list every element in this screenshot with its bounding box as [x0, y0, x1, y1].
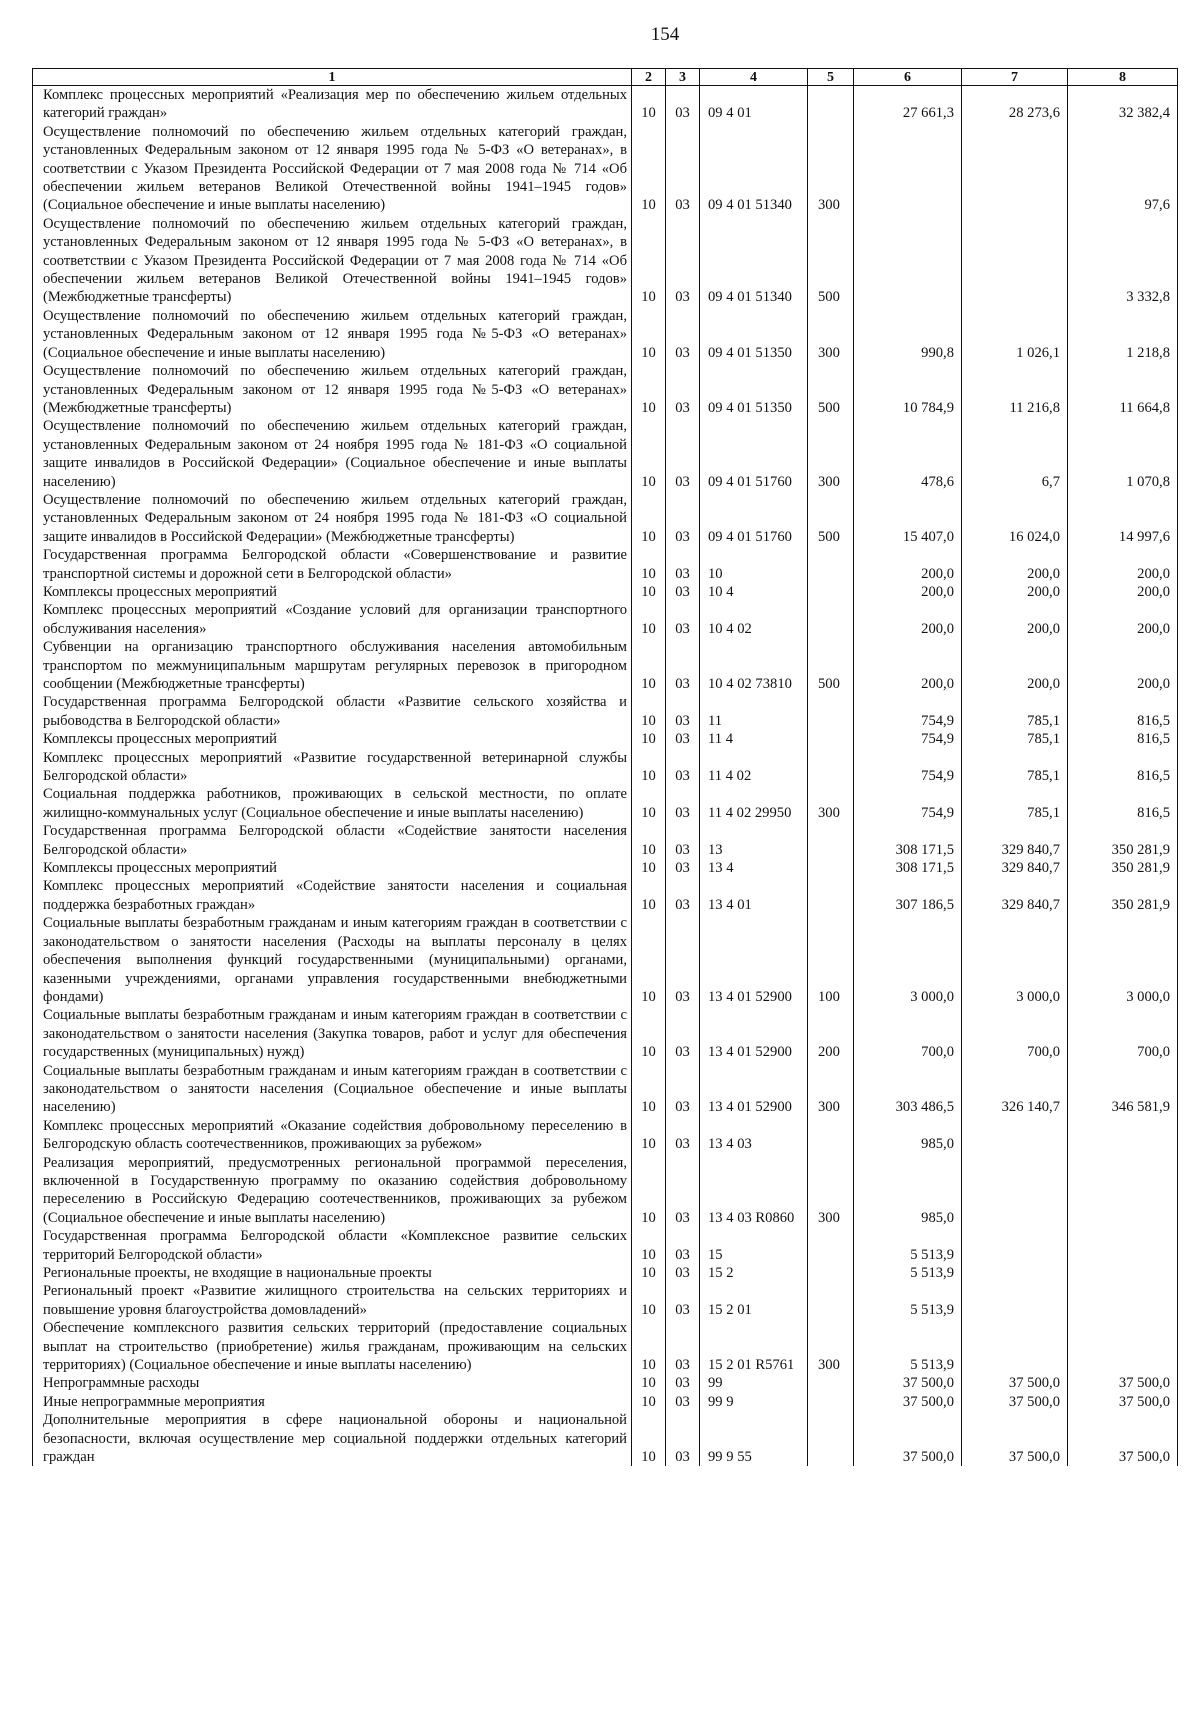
section-code-cell: 10: [632, 215, 666, 307]
amount-cell-7: 329 840,7: [962, 859, 1068, 877]
target-article-cell: 13 4 01 52900: [700, 914, 808, 1006]
amount-cell-8: 1 218,8: [1068, 307, 1178, 362]
amount-cell-6: 200,0: [854, 638, 962, 693]
amount-cell-8: 37 500,0: [1068, 1374, 1178, 1392]
section-code-cell: 10: [632, 730, 666, 748]
row-name-cell: Государственная программа Белгородской области «Развитие сельского хозяйства и рыбоводства в Белгородской области»: [33, 693, 632, 730]
section-code-cell: 10: [632, 1062, 666, 1117]
amount-cell-6: 5 513,9: [854, 1319, 962, 1374]
table-row: [33, 859, 1178, 877]
section-code-cell: 10: [632, 1117, 666, 1154]
expense-type-cell: [808, 822, 854, 859]
table-row: [33, 638, 1178, 693]
table-row: [33, 1374, 1178, 1392]
expense-type-cell: [808, 1117, 854, 1154]
column-header: 3: [666, 69, 700, 86]
expense-type-cell: [808, 1393, 854, 1411]
amount-cell-6: 27 661,3: [854, 86, 962, 123]
subsection-code-cell: 03: [666, 307, 700, 362]
subsection-code-cell: 03: [666, 1282, 700, 1319]
amount-cell-7: 785,1: [962, 749, 1068, 786]
amount-cell-8: [1068, 1282, 1178, 1319]
target-article-cell: 99 9 55: [700, 1411, 808, 1466]
amount-cell-8: [1068, 1154, 1178, 1228]
expense-type-cell: [808, 859, 854, 877]
table-row: [33, 1006, 1178, 1061]
subsection-code-cell: 03: [666, 1154, 700, 1228]
amount-cell-7: 37 500,0: [962, 1411, 1068, 1466]
target-article-cell: 09 4 01 51760: [700, 491, 808, 546]
amount-cell-7: 3 000,0: [962, 914, 1068, 1006]
row-name-cell: Региональный проект «Развитие жилищного строительства на сельских территориях и повышение уровня благоустройства домовладений»: [33, 1282, 632, 1319]
row-name-cell: Комплексы процессных мероприятий: [33, 859, 632, 877]
section-code-cell: 10: [632, 86, 666, 123]
section-code-cell: 10: [632, 123, 666, 215]
row-name-cell: Непрограммные расходы: [33, 1374, 632, 1392]
table-row: [33, 1319, 1178, 1374]
amount-cell-7: 326 140,7: [962, 1062, 1068, 1117]
target-article-cell: 13 4 03: [700, 1117, 808, 1154]
row-name-cell: Государственная программа Белгородской области «Содействие занятости населения Белгородской области»: [33, 822, 632, 859]
row-name-cell: Комплекс процессных мероприятий «Содействие занятости населения и социальная поддержка безработных граждан»: [33, 877, 632, 914]
target-article-cell: 09 4 01: [700, 86, 808, 123]
column-header: 2: [632, 69, 666, 86]
subsection-code-cell: 03: [666, 877, 700, 914]
expense-type-cell: 500: [808, 215, 854, 307]
subsection-code-cell: 03: [666, 1264, 700, 1282]
expense-type-cell: [808, 601, 854, 638]
amount-cell-8: 350 281,9: [1068, 859, 1178, 877]
subsection-code-cell: 03: [666, 914, 700, 1006]
amount-cell-8: 200,0: [1068, 601, 1178, 638]
row-name-cell: Субвенции на организацию транспортного обслуживания населения автомобильным транспортом по межмуниципальным маршрутам регулярных перевозок в пригородном сообщении (Межбюджетные трансферты): [33, 638, 632, 693]
section-code-cell: 10: [632, 859, 666, 877]
amount-cell-6: 5 513,9: [854, 1264, 962, 1282]
row-name-cell: Осуществление полномочий по обеспечению жильем отдельных категорий граждан, установленных Федеральным законом от 24 ноября 1995 года № 181-ФЗ «О социальной защите инвалидов в Российской Федерации» (Социальное обеспечение и иные выплаты населению): [33, 417, 632, 491]
subsection-code-cell: 03: [666, 123, 700, 215]
amount-cell-8: 350 281,9: [1068, 822, 1178, 859]
target-article-cell: 10 4: [700, 583, 808, 601]
amount-cell-8: 1 070,8: [1068, 417, 1178, 491]
target-article-cell: 11 4 02: [700, 749, 808, 786]
section-code-cell: 10: [632, 1154, 666, 1228]
subsection-code-cell: 03: [666, 583, 700, 601]
section-code-cell: 10: [632, 1227, 666, 1264]
expense-type-cell: 300: [808, 307, 854, 362]
target-article-cell: 10 4 02 73810: [700, 638, 808, 693]
row-name-cell: Осуществление полномочий по обеспечению жильем отдельных категорий граждан, установленных Федеральным законом от 12 января 1995 года № 5-ФЗ «О ветеранах», в соответствии с Указом Президента Российской Федерации от 7 мая 2008 года № 714 «Об обеспечении жильем ветеранов Великой Отечественной войны 1941–1945 годов» (Межбюджетные трансферты): [33, 215, 632, 307]
target-article-cell: 09 4 01 51340: [700, 123, 808, 215]
section-code-cell: 10: [632, 362, 666, 417]
row-name-cell: Социальные выплаты безработным гражданам и иным категориям граждан в соответствии с законодательством о занятости населения (Закупка товаров, работ и услуг для обеспечения государственных (муниципальных) нужд): [33, 1006, 632, 1061]
expense-type-cell: 300: [808, 417, 854, 491]
section-code-cell: 10: [632, 601, 666, 638]
row-name-cell: Комплексы процессных мероприятий: [33, 583, 632, 601]
expense-type-cell: 100: [808, 914, 854, 1006]
amount-cell-7: [962, 1319, 1068, 1374]
target-article-cell: 11 4: [700, 730, 808, 748]
target-article-cell: 13 4 01: [700, 877, 808, 914]
expense-type-cell: 300: [808, 123, 854, 215]
amount-cell-7: 329 840,7: [962, 822, 1068, 859]
expense-type-cell: 300: [808, 1154, 854, 1228]
table-row: [33, 215, 1178, 307]
table-row: [33, 123, 1178, 215]
amount-cell-8: 816,5: [1068, 730, 1178, 748]
amount-cell-7: 785,1: [962, 785, 1068, 822]
amount-cell-7: 200,0: [962, 583, 1068, 601]
expense-type-cell: 500: [808, 491, 854, 546]
expense-type-cell: 300: [808, 785, 854, 822]
amount-cell-7: [962, 1264, 1068, 1282]
amount-cell-6: 754,9: [854, 693, 962, 730]
expense-type-cell: 500: [808, 638, 854, 693]
target-article-cell: 15 2 01: [700, 1282, 808, 1319]
amount-cell-6: 754,9: [854, 730, 962, 748]
row-name-cell: Социальная поддержка работников, проживающих в сельской местности, по оплате жилищно-коммунальных услуг (Социальное обеспечение и иные выплаты населению): [33, 785, 632, 822]
subsection-code-cell: 03: [666, 638, 700, 693]
expense-type-cell: [808, 693, 854, 730]
amount-cell-7: 6,7: [962, 417, 1068, 491]
section-code-cell: 10: [632, 749, 666, 786]
amount-cell-6: 985,0: [854, 1154, 962, 1228]
expense-type-cell: [808, 86, 854, 123]
table-row: [33, 307, 1178, 362]
amount-cell-6: 478,6: [854, 417, 962, 491]
amount-cell-7: 700,0: [962, 1006, 1068, 1061]
amount-cell-6: 37 500,0: [854, 1374, 962, 1392]
table-row: [33, 749, 1178, 786]
target-article-cell: 10: [700, 546, 808, 583]
expense-type-cell: [808, 546, 854, 583]
amount-cell-6: 3 000,0: [854, 914, 962, 1006]
target-article-cell: 13: [700, 822, 808, 859]
row-name-cell: Региональные проекты, не входящие в национальные проекты: [33, 1264, 632, 1282]
section-code-cell: 10: [632, 1264, 666, 1282]
amount-cell-8: [1068, 1227, 1178, 1264]
expense-type-cell: [808, 1227, 854, 1264]
amount-cell-8: 700,0: [1068, 1006, 1178, 1061]
section-code-cell: 10: [632, 914, 666, 1006]
subsection-code-cell: 03: [666, 1117, 700, 1154]
column-header: 5: [808, 69, 854, 86]
expense-type-cell: [808, 730, 854, 748]
amount-cell-8: 346 581,9: [1068, 1062, 1178, 1117]
table-row: [33, 491, 1178, 546]
target-article-cell: 13 4 03 R0860: [700, 1154, 808, 1228]
target-article-cell: 15: [700, 1227, 808, 1264]
table-header-row: [33, 69, 1178, 86]
table-row: [33, 417, 1178, 491]
row-name-cell: Государственная программа Белгородской области «Совершенствование и развитие транспортной системы и дорожной сети в Белгородской области»: [33, 546, 632, 583]
amount-cell-7: [962, 1282, 1068, 1319]
section-code-cell: 10: [632, 583, 666, 601]
target-article-cell: 09 4 01 51350: [700, 362, 808, 417]
expense-type-cell: 300: [808, 1062, 854, 1117]
column-header: 4: [700, 69, 808, 86]
target-article-cell: 99 9: [700, 1393, 808, 1411]
subsection-code-cell: 03: [666, 215, 700, 307]
amount-cell-8: 37 500,0: [1068, 1411, 1178, 1466]
amount-cell-8: 816,5: [1068, 693, 1178, 730]
subsection-code-cell: 03: [666, 785, 700, 822]
budget-table: [32, 68, 1178, 1466]
expense-type-cell: [808, 1374, 854, 1392]
row-name-cell: Иные непрограммные мероприятия: [33, 1393, 632, 1411]
table-row: [33, 1393, 1178, 1411]
amount-cell-6: [854, 215, 962, 307]
amount-cell-6: 37 500,0: [854, 1393, 962, 1411]
section-code-cell: 10: [632, 417, 666, 491]
amount-cell-7: [962, 1227, 1068, 1264]
row-name-cell: Обеспечение комплексного развития сельских территорий (предоставление социальных выплат на строительство (приобретение) жилья гражданам, проживающим на сельских территориях) (Социальное обеспечение и иные выплаты населению): [33, 1319, 632, 1374]
amount-cell-6: 37 500,0: [854, 1411, 962, 1466]
column-header: 6: [854, 69, 962, 86]
section-code-cell: 10: [632, 1374, 666, 1392]
amount-cell-6: 200,0: [854, 583, 962, 601]
subsection-code-cell: 03: [666, 1006, 700, 1061]
target-article-cell: 09 4 01 51340: [700, 215, 808, 307]
subsection-code-cell: 03: [666, 730, 700, 748]
table-row: [33, 1264, 1178, 1282]
row-name-cell: Комплекс процессных мероприятий «Создание условий для организации транспортного обслуживания населения»: [33, 601, 632, 638]
target-article-cell: 11 4 02 29950: [700, 785, 808, 822]
amount-cell-8: [1068, 1264, 1178, 1282]
table-row: [33, 1227, 1178, 1264]
section-code-cell: 10: [632, 307, 666, 362]
amount-cell-6: 308 171,5: [854, 822, 962, 859]
row-name-cell: Государственная программа Белгородской области «Комплексное развитие сельских территорий Белгородской области»: [33, 1227, 632, 1264]
amount-cell-7: [962, 1154, 1068, 1228]
table-row: [33, 583, 1178, 601]
target-article-cell: 13 4 01 52900: [700, 1062, 808, 1117]
subsection-code-cell: 03: [666, 601, 700, 638]
column-header: 8: [1068, 69, 1178, 86]
expense-type-cell: [808, 1264, 854, 1282]
amount-cell-8: 37 500,0: [1068, 1393, 1178, 1411]
amount-cell-6: 5 513,9: [854, 1227, 962, 1264]
section-code-cell: 10: [632, 1411, 666, 1466]
expense-type-cell: [808, 877, 854, 914]
target-article-cell: 99: [700, 1374, 808, 1392]
amount-cell-8: 200,0: [1068, 546, 1178, 583]
subsection-code-cell: 03: [666, 1227, 700, 1264]
amount-cell-7: 11 216,8: [962, 362, 1068, 417]
expense-type-cell: [808, 583, 854, 601]
expense-type-cell: [808, 1411, 854, 1466]
table-row: [33, 546, 1178, 583]
target-article-cell: 11: [700, 693, 808, 730]
amount-cell-8: 816,5: [1068, 749, 1178, 786]
section-code-cell: 10: [632, 1282, 666, 1319]
amount-cell-6: 5 513,9: [854, 1282, 962, 1319]
subsection-code-cell: 03: [666, 1319, 700, 1374]
subsection-code-cell: 03: [666, 86, 700, 123]
section-code-cell: 10: [632, 822, 666, 859]
amount-cell-8: [1068, 1319, 1178, 1374]
row-name-cell: Социальные выплаты безработным гражданам и иным категориям граждан в соответствии с законодательством о занятости населения (Социальное обеспечение и иные выплаты населению): [33, 1062, 632, 1117]
amount-cell-7: 1 026,1: [962, 307, 1068, 362]
table-body: [33, 86, 1178, 1467]
section-code-cell: 10: [632, 693, 666, 730]
expense-type-cell: 300: [808, 1319, 854, 1374]
amount-cell-7: [962, 1117, 1068, 1154]
amount-cell-8: 200,0: [1068, 638, 1178, 693]
amount-cell-7: [962, 215, 1068, 307]
row-name-cell: Социальные выплаты безработным гражданам и иным категориям граждан в соответствии с законодательством о занятости населения (Расходы на выплаты персоналу в целях обеспечения выполнения функций государственными (муниципальными) органами, казенными учреждениями, органами управления государственными внебюджетными фондами): [33, 914, 632, 1006]
table-row: [33, 86, 1178, 123]
amount-cell-7: 200,0: [962, 601, 1068, 638]
section-code-cell: 10: [632, 1006, 666, 1061]
subsection-code-cell: 03: [666, 859, 700, 877]
expense-type-cell: 500: [808, 362, 854, 417]
amount-cell-7: 329 840,7: [962, 877, 1068, 914]
column-header: 1: [33, 69, 632, 86]
section-code-cell: 10: [632, 638, 666, 693]
table-row: [33, 822, 1178, 859]
expense-type-cell: [808, 1282, 854, 1319]
table-row: [33, 914, 1178, 1006]
table-row: [33, 1282, 1178, 1319]
section-code-cell: 10: [632, 1319, 666, 1374]
section-code-cell: 10: [632, 491, 666, 546]
target-article-cell: 13 4 01 52900: [700, 1006, 808, 1061]
target-article-cell: 15 2: [700, 1264, 808, 1282]
page-number: 154: [650, 24, 680, 45]
section-code-cell: 10: [632, 546, 666, 583]
amount-cell-6: 985,0: [854, 1117, 962, 1154]
target-article-cell: 09 4 01 51760: [700, 417, 808, 491]
subsection-code-cell: 03: [666, 693, 700, 730]
amount-cell-6: 303 486,5: [854, 1062, 962, 1117]
row-name-cell: Комплекс процессных мероприятий «Развитие государственной ветеринарной службы Белгородской области»: [33, 749, 632, 786]
expense-type-cell: [808, 749, 854, 786]
row-name-cell: Дополнительные мероприятия в сфере национальной обороны и национальной безопасности, включая осуществление мер социальной поддержки отдельных категорий граждан: [33, 1411, 632, 1466]
row-name-cell: Комплекс процессных мероприятий «Оказание содействия добровольному переселению в Белгородскую область соотечественников, проживающих за рубежом»: [33, 1117, 632, 1154]
amount-cell-7: 200,0: [962, 546, 1068, 583]
table-row: [33, 1062, 1178, 1117]
amount-cell-8: 3 332,8: [1068, 215, 1178, 307]
row-name-cell: Осуществление полномочий по обеспечению жильем отдельных категорий граждан, установленных Федеральным законом от 12 января 1995 года №5-ФЗ «О ветеранах» (Межбюджетные трансферты): [33, 362, 632, 417]
section-code-cell: 10: [632, 785, 666, 822]
table-row: [33, 877, 1178, 914]
subsection-code-cell: 03: [666, 362, 700, 417]
amount-cell-7: 37 500,0: [962, 1393, 1068, 1411]
amount-cell-8: 97,6: [1068, 123, 1178, 215]
table-row: [33, 785, 1178, 822]
amount-cell-6: 990,8: [854, 307, 962, 362]
amount-cell-8: 11 664,8: [1068, 362, 1178, 417]
expense-type-cell: 200: [808, 1006, 854, 1061]
subsection-code-cell: 03: [666, 417, 700, 491]
subsection-code-cell: 03: [666, 1374, 700, 1392]
target-article-cell: 13 4: [700, 859, 808, 877]
subsection-code-cell: 03: [666, 822, 700, 859]
table-row: [33, 730, 1178, 748]
amount-cell-6: 200,0: [854, 546, 962, 583]
amount-cell-6: 307 186,5: [854, 877, 962, 914]
amount-cell-8: 350 281,9: [1068, 877, 1178, 914]
amount-cell-7: 28 273,6: [962, 86, 1068, 123]
subsection-code-cell: 03: [666, 1411, 700, 1466]
target-article-cell: 09 4 01 51350: [700, 307, 808, 362]
amount-cell-6: 308 171,5: [854, 859, 962, 877]
amount-cell-8: 200,0: [1068, 583, 1178, 601]
subsection-code-cell: 03: [666, 1062, 700, 1117]
row-name-cell: Комплексы процессных мероприятий: [33, 730, 632, 748]
amount-cell-7: 16 024,0: [962, 491, 1068, 546]
column-header: 7: [962, 69, 1068, 86]
row-name-cell: Осуществление полномочий по обеспечению жильем отдельных категорий граждан, установленных Федеральным законом от 12 января 1995 года №5-ФЗ «О ветеранах» (Социальное обеспечение и иные выплаты населению): [33, 307, 632, 362]
amount-cell-8: [1068, 1117, 1178, 1154]
amount-cell-7: 785,1: [962, 693, 1068, 730]
table-row: [33, 693, 1178, 730]
amount-cell-6: 754,9: [854, 785, 962, 822]
amount-cell-6: 200,0: [854, 601, 962, 638]
amount-cell-8: 14 997,6: [1068, 491, 1178, 546]
subsection-code-cell: 03: [666, 749, 700, 786]
subsection-code-cell: 03: [666, 491, 700, 546]
section-code-cell: 10: [632, 1393, 666, 1411]
row-name-cell: Комплекс процессных мероприятий «Реализация мер по обеспечению жильем отдельных категорий граждан»: [33, 86, 632, 123]
subsection-code-cell: 03: [666, 1393, 700, 1411]
section-code-cell: 10: [632, 877, 666, 914]
target-article-cell: 10 4 02: [700, 601, 808, 638]
target-article-cell: 15 2 01 R5761: [700, 1319, 808, 1374]
amount-cell-6: 754,9: [854, 749, 962, 786]
subsection-code-cell: 03: [666, 546, 700, 583]
table-row: [33, 362, 1178, 417]
amount-cell-7: 785,1: [962, 730, 1068, 748]
amount-cell-6: 10 784,9: [854, 362, 962, 417]
amount-cell-7: [962, 123, 1068, 215]
amount-cell-7: 37 500,0: [962, 1374, 1068, 1392]
amount-cell-8: 816,5: [1068, 785, 1178, 822]
amount-cell-6: [854, 123, 962, 215]
amount-cell-6: 700,0: [854, 1006, 962, 1061]
amount-cell-8: 3 000,0: [1068, 914, 1178, 1006]
row-name-cell: Осуществление полномочий по обеспечению жильем отдельных категорий граждан, установленных Федеральным законом от 24 ноября 1995 года № 181-ФЗ «О социальной защите инвалидов в Российской Федерации» (Межбюджетные трансферты): [33, 491, 632, 546]
table-row: [33, 601, 1178, 638]
table-row: [33, 1117, 1178, 1154]
table-row: [33, 1154, 1178, 1228]
amount-cell-8: 32 382,4: [1068, 86, 1178, 123]
row-name-cell: Осуществление полномочий по обеспечению жильем отдельных категорий граждан, установленных Федеральным законом от 12 января 1995 года № 5-ФЗ «О ветеранах», в соответствии с Указом Президента Российской Федерации от 7 мая 2008 года № 714 «Об обеспечении жильем ветеранов Великой Отечественной войны 1941–1945 годов» (Социальное обеспечение и иные выплаты населению): [33, 123, 632, 215]
amount-cell-6: 15 407,0: [854, 491, 962, 546]
table-row: [33, 1411, 1178, 1466]
amount-cell-7: 200,0: [962, 638, 1068, 693]
row-name-cell: Реализация мероприятий, предусмотренных региональной программой переселения, включенной в Государственную программу по оказанию содействия добровольному переселению в Российскую Федерацию соотечественников, проживающих за рубежом (Социальное обеспечение и иные выплаты населению): [33, 1154, 632, 1228]
